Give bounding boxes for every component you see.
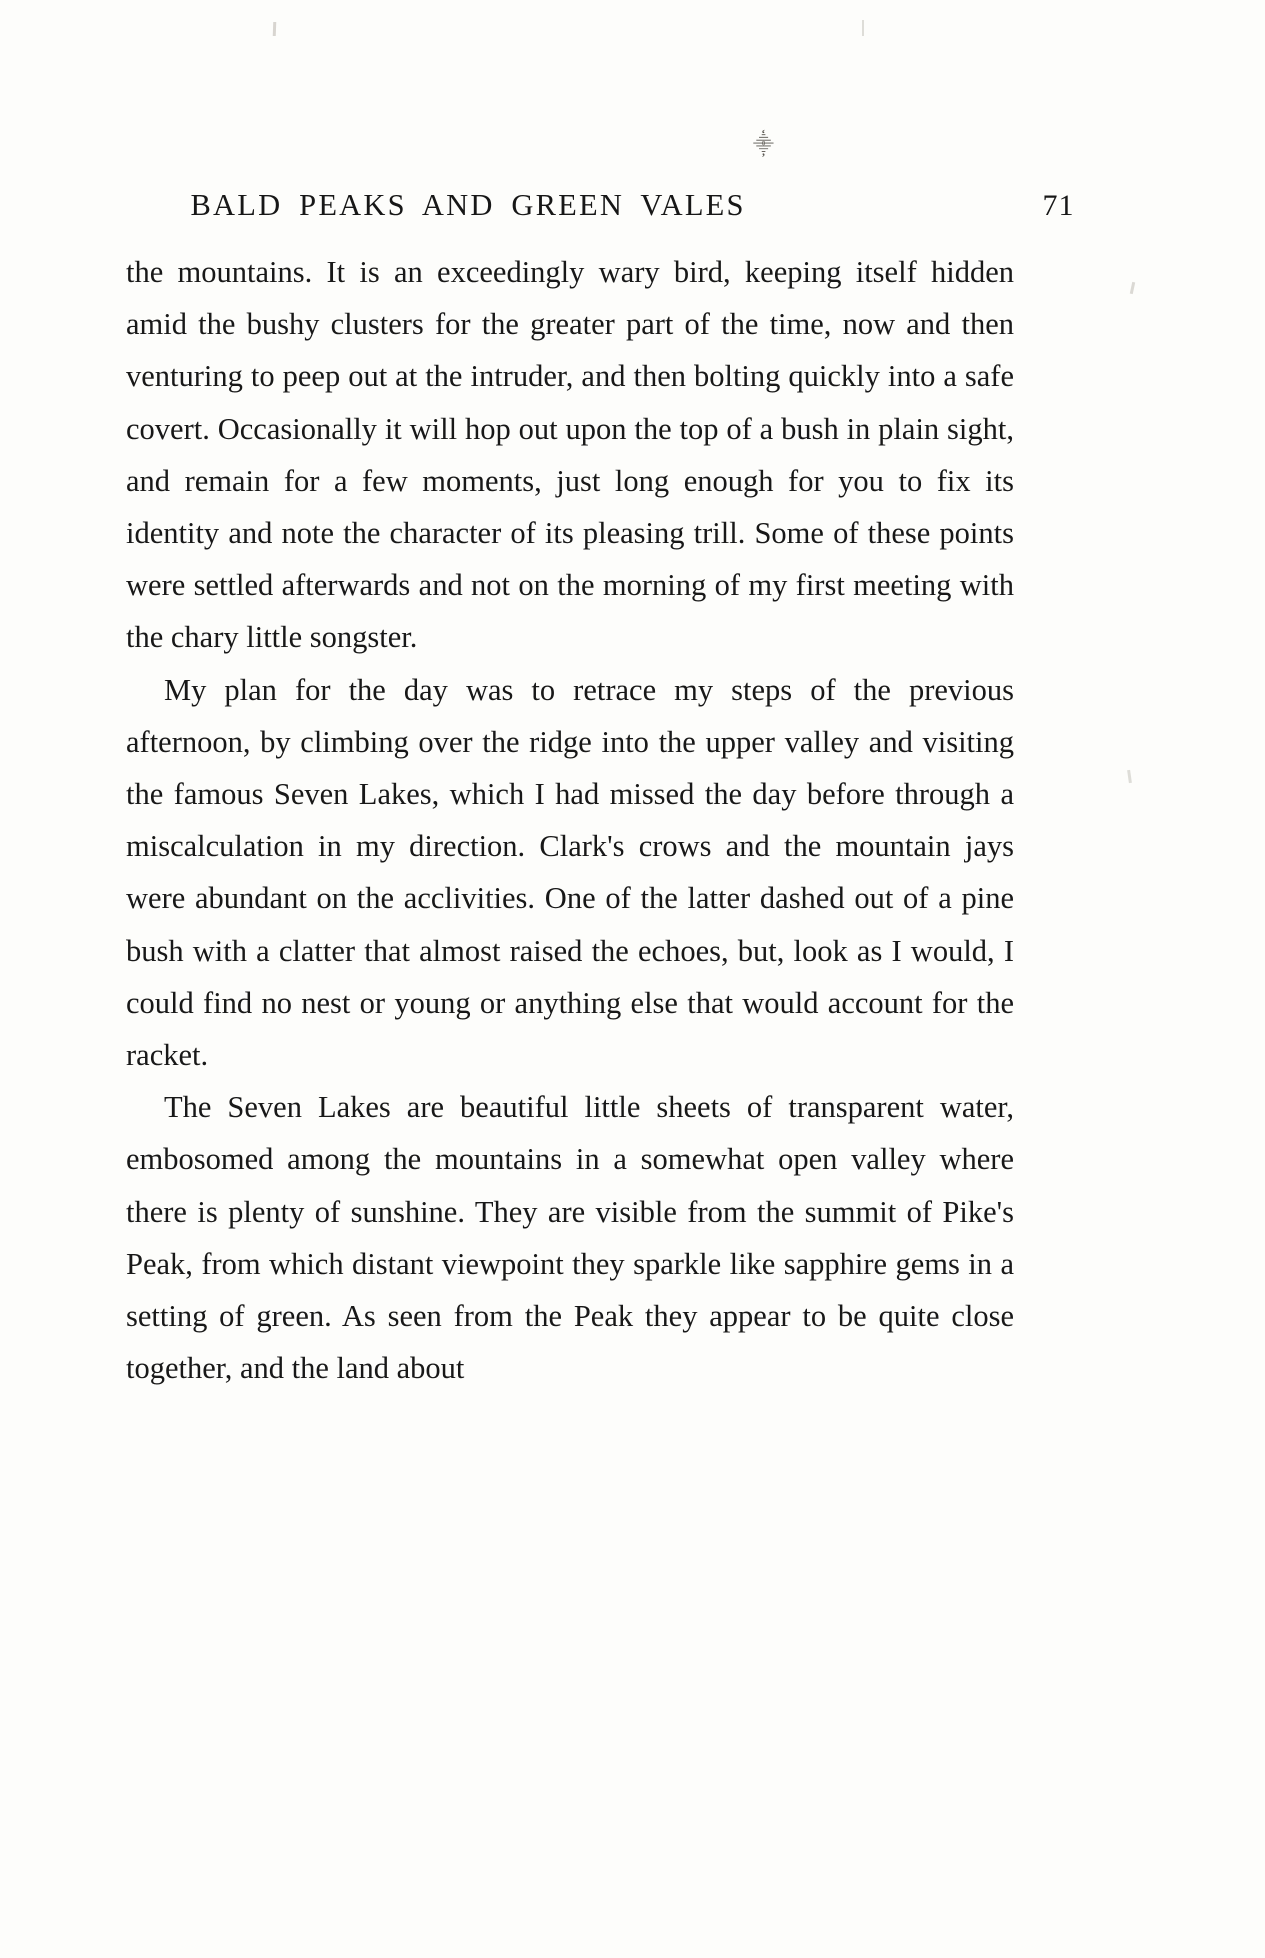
page-body — [126, 246, 1014, 1394]
scan-speck — [1130, 282, 1135, 294]
scan-speck — [862, 20, 864, 36]
scan-speck — [1127, 770, 1132, 783]
page-top-mark: ⸎ — [753, 134, 774, 156]
page-header — [0, 188, 1265, 223]
paragraph-1: the mountains. It is an exceedingly wary bird, keeping itself hidden amid the bushy clusters for the greater part of the time, now and then venturing to peep out at the intruder, and then bolting quickly into a safe covert. Occasionally it will hop out upon the top of a bush in plain sight, and remain for a few moments, just long enough for you to fix its identity and note the character of its pleasing trill. Some of these points were settled afterwards and not on the morning of my first meeting with the chary little songster. — [126, 255, 1014, 655]
running-title: BALD PEAKS AND GREEN VALES — [190, 188, 746, 222]
paragraph-2: My plan for the day was to retrace my steps of the previous afternoon, by climbing over the ridge into the upper valley and visiting the famous Seven Lakes, which I had missed the day before through a miscalculation in my direction. Clark's crows and the mountain jays were abundant on the acclivities. One of the latter dashed out of a pine bush with a clatter that almost raised the echoes, but, look as I would, I could find no nest or young or anything else that would account for the racket. — [126, 672, 1014, 1073]
paragraph-3: The Seven Lakes are beautiful little sheets of transparent water, embosomed among the mountains in a somewhat open valley where there is plenty of sunshine. They are visible from the summit of Pike's Peak, from which distant viewpoint they sparkle like sapphire gems in a setting of green. As seen from the Peak they appear to be quite close together, and the land about — [126, 1090, 1014, 1386]
page-number: 71 — [1042, 189, 1075, 222]
scan-speck — [273, 22, 276, 36]
